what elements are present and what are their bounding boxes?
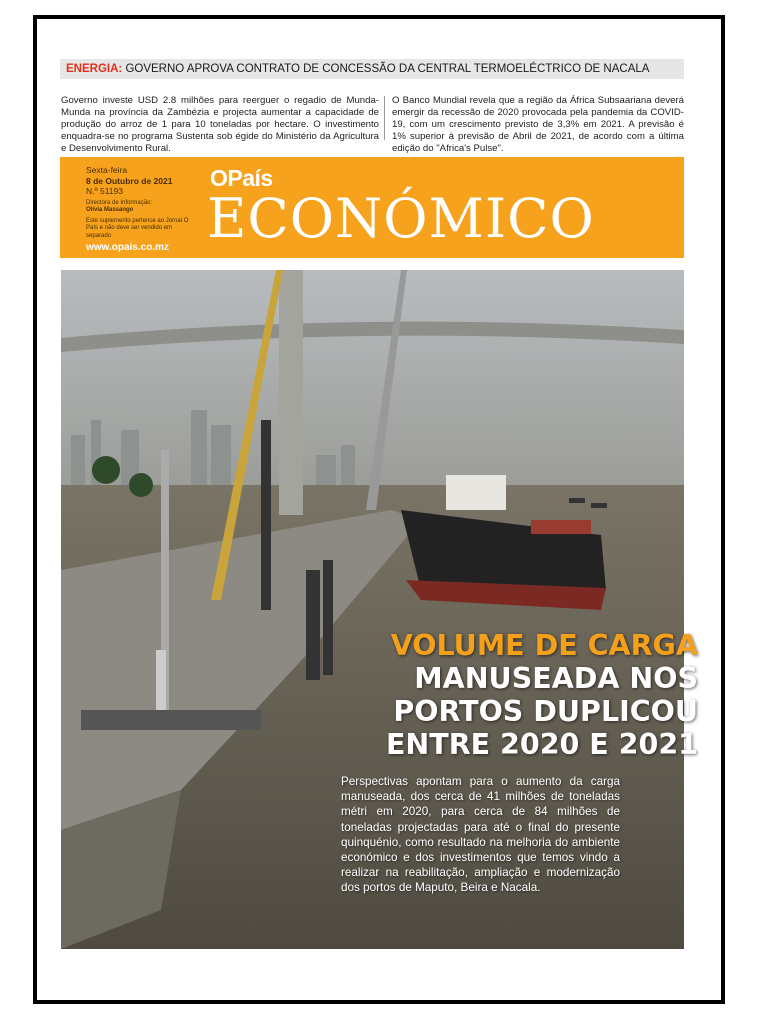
teaser-left: Governo investe USD 2.8 milhões para reerguer o regadio de Munda-Munda na província da Zambézia e projecta aumentar a capacidade de produção do arroz de 1 para 10 toneladas por hectare. O investimento enquadra-se no programa Sustenta sob égide do Ministério da Agricultura e Desenvolvimento Rural. bbox=[61, 95, 379, 154]
director-label: Directora de Informação: bbox=[86, 199, 153, 206]
headline-accent-line: VOLUME DE CARGA bbox=[390, 629, 698, 662]
masthead bbox=[60, 157, 684, 258]
issue-weekday: Sexta-feira bbox=[86, 165, 128, 175]
story-headline[interactable] bbox=[386, 629, 698, 761]
section-kicker: ENERGIA: bbox=[66, 63, 123, 75]
issue-info bbox=[86, 165, 196, 254]
brand-logo: OPaís bbox=[210, 165, 273, 191]
headline-line-2: MANUSEADA NOS bbox=[414, 662, 698, 695]
energy-headline[interactable]: GOVERNO APROVA CONTRATO DE CONCESSÃO DA CENTRAL TERMOELÉCTRICO DE NACALA bbox=[125, 63, 650, 75]
website-link[interactable]: www.opais.co.mz bbox=[86, 242, 169, 253]
column-divider bbox=[384, 96, 385, 140]
masthead-title: ECONÓMICO bbox=[207, 187, 595, 250]
teaser-right: O Banco Mundial revela que a região da África Subsaariana deverá emergir da recessão de 2020 provocada pela pandemia da COVID-19, com um crescimento previsto de 3,3% em 2021. A previsão é 1% superior à previsão de Abril de 2021, de acordo com a última edição do "Africa's Pulse". bbox=[392, 95, 684, 154]
issue-number: N.º 51193 bbox=[86, 186, 123, 196]
energy-news-bar[interactable] bbox=[60, 59, 684, 79]
director-name: Olívia Massango bbox=[86, 207, 134, 213]
supplement-note: Este suplemento pertence ao Jornal O País e não deve ser vendido em separado bbox=[86, 217, 189, 239]
headline-line-3: PORTOS DUPLICOU bbox=[393, 695, 698, 728]
story-lead: Perspectivas apontam para o aumento da carga manuseada, dos cerca de 41 milhões de toneladas métri em 2020, para cerca de 84 milhões de toneladas projectadas para até o final do presente quinquénio, como resultado na melhoria do ambiente económico e dos investimentos que temos vindo a realizar na reabilitação, ampliação e modernização dos portos de Maputo, Beira e Nacala. bbox=[341, 775, 620, 895]
headline-line-4: ENTRE 2020 E 2021 bbox=[385, 728, 698, 761]
issue-date: 8 de Outubro de 2021 bbox=[86, 175, 173, 186]
